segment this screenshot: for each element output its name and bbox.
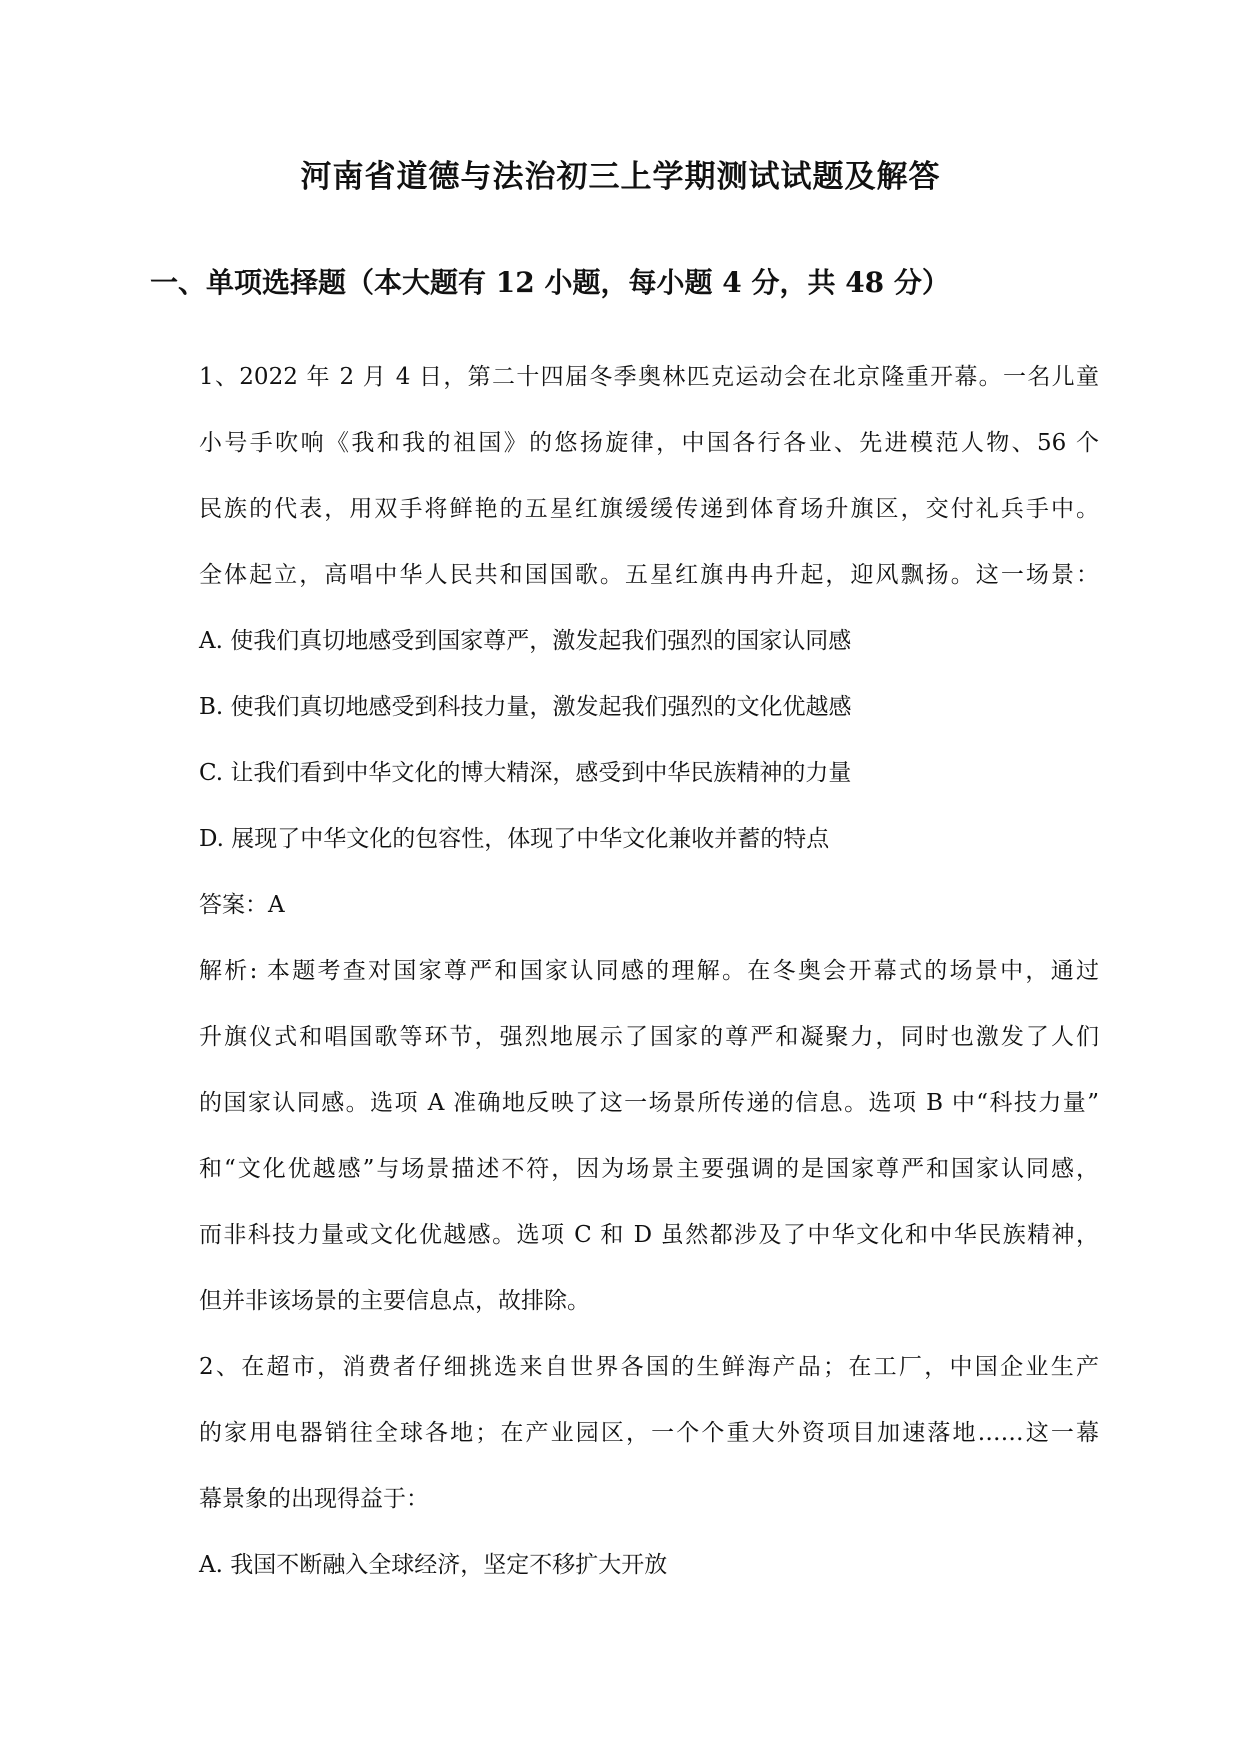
question-2-options bbox=[199, 1532, 1099, 1598]
option-a: A. 我国不断融入全球经济，坚定不移扩大开放 bbox=[199, 1552, 668, 1578]
option-b: B. 使我们真切地感受到科技力量，激发起我们强烈的文化优越感 bbox=[199, 694, 852, 720]
option-a: A. 使我们真切地感受到国家尊严，激发起我们强烈的国家认同感 bbox=[199, 628, 852, 654]
analysis-line: 而非科技力量或文化优越感。选项 C 和 D 虽然都涉及了中华文化和中华民族精神， bbox=[199, 1222, 1099, 1248]
section-heading: 一、单项选择题（本大题有 12 小题，每小题 4 分，共 48 分） bbox=[150, 266, 950, 299]
question-2 bbox=[199, 1334, 1099, 1598]
question-1 bbox=[199, 344, 1099, 1334]
analysis-line: 但并非该场景的主要信息点，故排除。 bbox=[199, 1288, 590, 1314]
option-c: C. 让我们看到中华文化的博大精深，感受到中华民族精神的力量 bbox=[199, 760, 852, 786]
question-stem-line: 幕景象的出现得益于： bbox=[199, 1486, 429, 1512]
analysis-line: 解析: 本题考查对国家尊严和国家认同感的理解。在冬奥会开幕式的场景中，通过 bbox=[199, 958, 1099, 984]
question-1-options bbox=[199, 608, 1099, 872]
question-stem-line: 全体起立，高唱中华人民共和国国歌。五星红旗冉冉升起，迎风飘扬。这一场景： bbox=[199, 562, 1099, 588]
document-title: 河南省道德与法治初三上学期测试试题及解答 bbox=[300, 159, 941, 195]
analysis-line: 升旗仪式和唱国歌等环节，强烈地展示了国家的尊严和凝聚力，同时也激发了人们 bbox=[199, 1024, 1099, 1050]
question-2-stem bbox=[199, 1334, 1099, 1532]
option-d: D. 展现了中华文化的包容性，体现了中华文化兼收并蓄的特点 bbox=[199, 826, 830, 852]
question-stem-line: 1、2022 年 2 月 4 日，第二十四届冬季奥林匹克运动会在北京隆重开幕。一名儿童 bbox=[199, 364, 1099, 390]
question-stem-line: 的家用电器销往全球各地；在产业园区，一个个重大外资项目加速落地……这一幕 bbox=[199, 1420, 1099, 1446]
question-stem-line: 小号手吹响《我和我的祖国》的悠扬旋律，中国各行各业、先进模范人物、56 个 bbox=[199, 430, 1099, 456]
question-1-stem bbox=[199, 344, 1099, 608]
question-1-analysis bbox=[199, 938, 1099, 1334]
analysis-line: 和“文化优越感”与场景描述不符，因为场景主要强调的是国家尊严和国家认同感， bbox=[199, 1156, 1099, 1182]
analysis-line: 的国家认同感。选项 A 准确地反映了这一场景所传递的信息。选项 B 中“科技力量” bbox=[199, 1090, 1099, 1116]
document-body bbox=[199, 344, 1099, 1598]
question-1-answer: 答案：A bbox=[199, 892, 285, 918]
question-stem-line: 民族的代表，用双手将鲜艳的五星红旗缓缓传递到体育场升旗区，交付礼兵手中。 bbox=[199, 496, 1099, 522]
question-stem-line: 2、在超市，消费者仔细挑选来自世界各国的生鲜海产品；在工厂，中国企业生产 bbox=[199, 1354, 1099, 1380]
